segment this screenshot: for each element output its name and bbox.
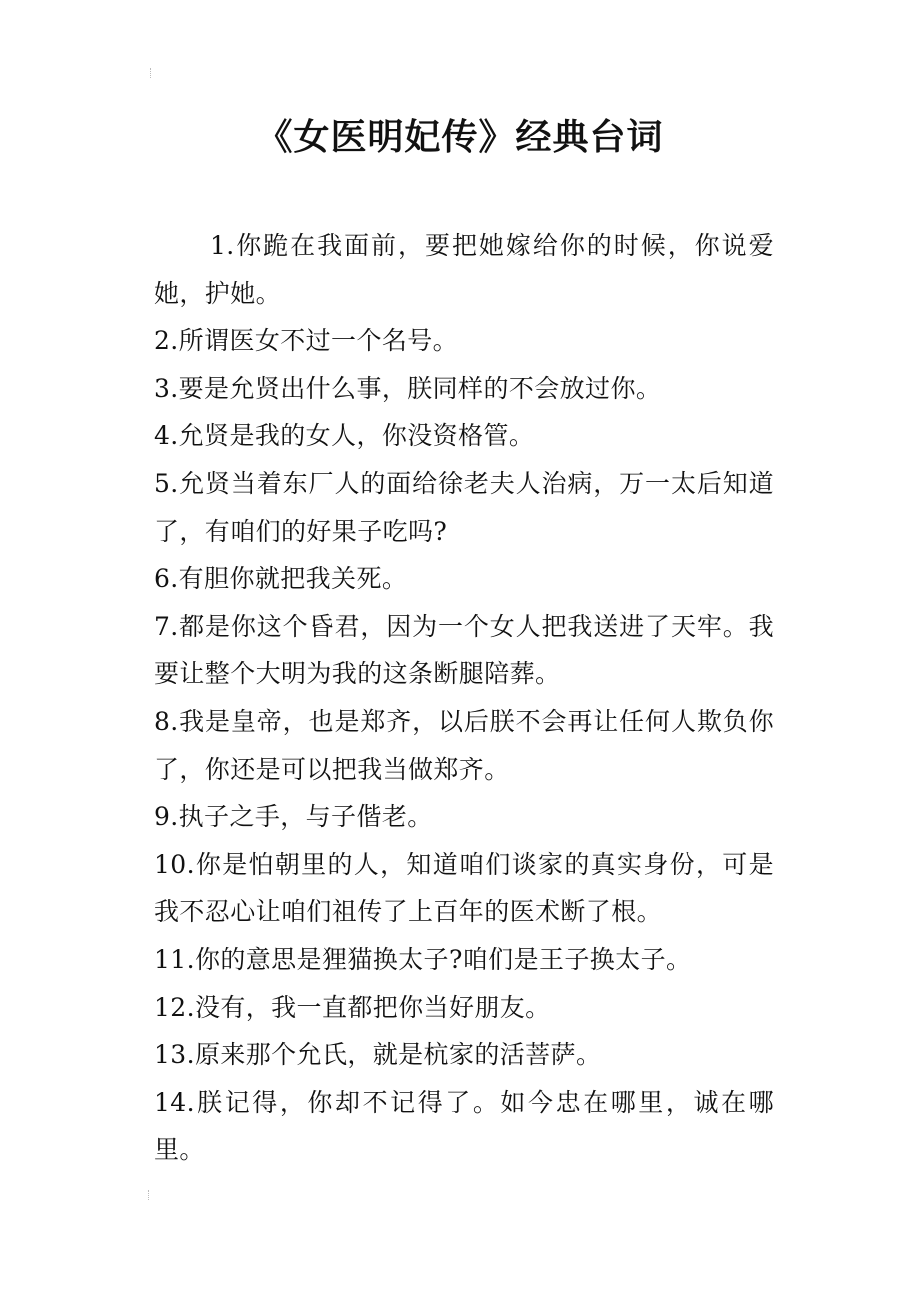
quote-line: 12.没有，我一直都把你当好朋友。 xyxy=(154,992,551,1022)
quote-line: 5.允贤当着东厂人的面给徐老夫人治病，万一太后知道了，有咱们的好果子吃吗? xyxy=(154,468,774,546)
quote-line: 6.有胆你就把我关死。 xyxy=(154,564,408,594)
quote-line: 2.所谓医女不过一个名号。 xyxy=(154,326,459,356)
document-body xyxy=(154,222,774,1174)
quote-line: 7.都是你这个昏君，因为一个女人把我送进了天牢。我要让整个大明为我的这条断腿陪葬。 xyxy=(154,611,774,689)
quote-line: 14.朕记得，你却不记得了。如今忠在哪里，诚在哪里。 xyxy=(154,1087,774,1165)
quote-line: 4.允贤是我的女人，你没资格管。 xyxy=(154,421,535,451)
quote-line: 11.你的意思是狸猫换太子?咱们是王子换太子。 xyxy=(154,944,692,974)
quote-line: 3.要是允贤出什么事，朕同样的不会放过你。 xyxy=(154,373,662,403)
quote-line: 1.你跪在我面前，要把她嫁给你的时候，你说爱她，护她。 xyxy=(154,231,774,308)
document-title: 《女医明妃传》经典台词 xyxy=(256,117,664,158)
scan-speck xyxy=(150,68,155,78)
quote-line: 9.执子之手，与子偕老。 xyxy=(154,802,433,832)
quote-line: 10.你是怕朝里的人，知道咱们谈家的真实身份，可是我不忍心让咱们祖传了上百年的医术断了根。 xyxy=(154,849,774,927)
quote-line: 8.我是皇帝，也是郑齐，以后朕不会再让任何人欺负你了，你还是可以把我当做郑齐。 xyxy=(154,706,774,784)
quote-line: 13.原来那个允氏，就是杭家的活菩萨。 xyxy=(154,1040,602,1070)
scan-speck xyxy=(148,1190,153,1200)
